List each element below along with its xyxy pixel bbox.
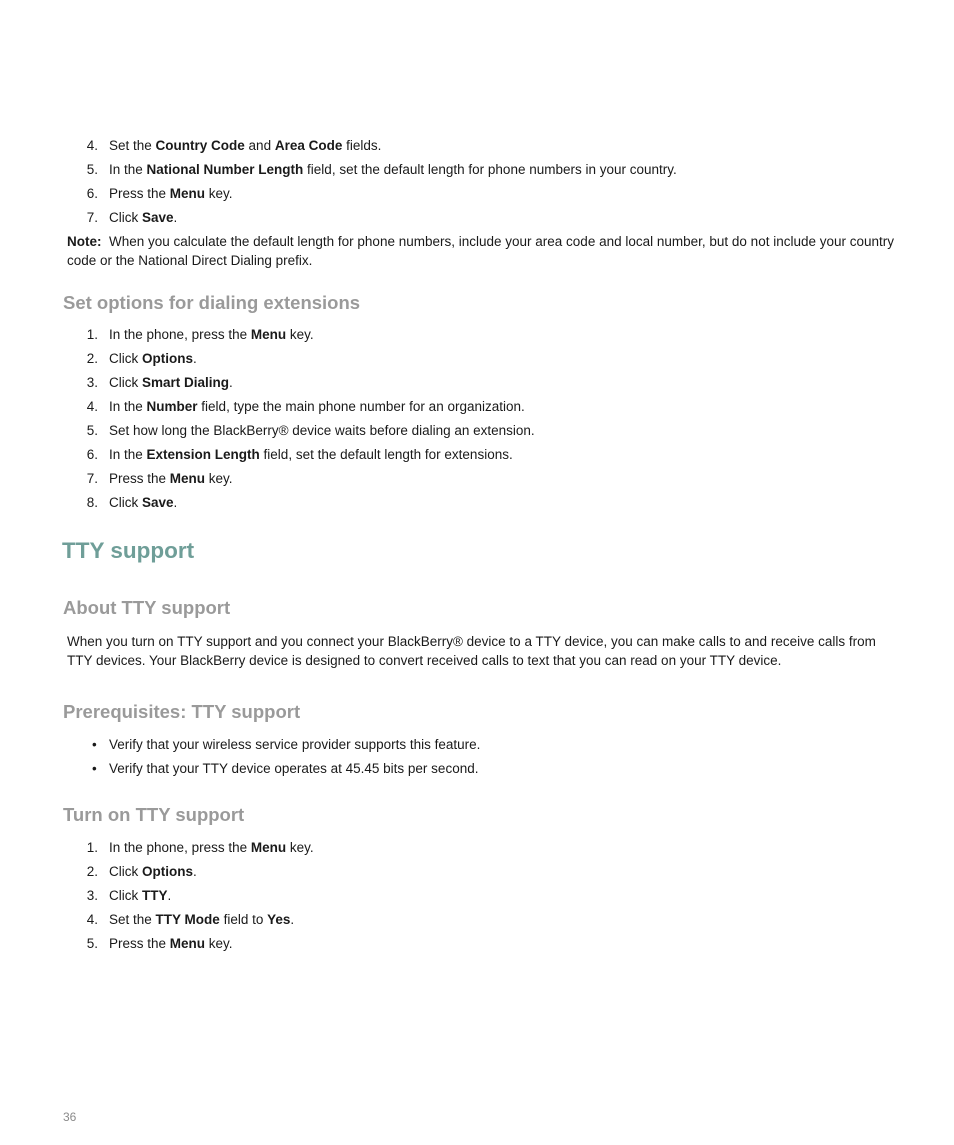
- step-number: 6.: [86, 186, 98, 201]
- step-text: In the phone, press the Menu key.: [109, 327, 314, 342]
- bullet-text: Verify that your TTY device operates at 45.45 bits per second.: [109, 761, 479, 776]
- step-text: Click Save.: [109, 210, 178, 225]
- step-number: 1.: [86, 327, 98, 342]
- step-number: 2.: [86, 351, 98, 366]
- page-number: 36: [63, 1110, 77, 1124]
- section-heading-prerequisites: Prerequisites: TTY support: [63, 701, 301, 722]
- section-heading-dialing-extensions: Set options for dialing extensions: [63, 292, 361, 313]
- step-number: 2.: [86, 864, 98, 879]
- step-number: 3.: [86, 888, 98, 903]
- step-number: 3.: [86, 375, 98, 390]
- step-number: 4.: [86, 912, 98, 927]
- section-heading-about-tty: About TTY support: [63, 597, 231, 618]
- step-text: Press the Menu key.: [109, 936, 233, 951]
- step-number: 5.: [86, 423, 98, 438]
- step-text: Press the Menu key.: [109, 186, 233, 201]
- step-number: 7.: [86, 471, 98, 486]
- step-text: Click TTY.: [109, 888, 172, 903]
- step-number: 7.: [86, 210, 98, 225]
- step-text: In the Extension Length field, set the default length for extensions.: [109, 447, 513, 462]
- step-number: 4.: [86, 138, 98, 153]
- step-number: 1.: [86, 840, 98, 855]
- step-text: Click Smart Dialing.: [109, 375, 233, 390]
- bullet-icon: •: [92, 737, 97, 752]
- step-text: Set how long the BlackBerry® device waits before dialing an extension.: [109, 423, 535, 438]
- step-text: In the Number field, type the main phone number for an organization.: [109, 399, 525, 414]
- step-number: 4.: [86, 399, 98, 414]
- step-text: Set the TTY Mode field to Yes.: [109, 912, 295, 927]
- step-text: Click Options.: [109, 864, 197, 879]
- step-number: 6.: [86, 447, 98, 462]
- bullet-text: Verify that your wireless service provider supports this feature.: [109, 737, 481, 752]
- note-label: Note:: [67, 234, 102, 249]
- step-text: Press the Menu key.: [109, 471, 233, 486]
- step-number: 5.: [86, 162, 98, 177]
- note-text: When you calculate the default length for phone numbers, include your area code and local number, but do not include your country code or the National Direct Dialing prefix.: [67, 234, 895, 268]
- step-text: In the National Number Length field, set the default length for phone numbers in your country.: [109, 162, 677, 177]
- bullet-icon: •: [92, 761, 97, 776]
- about-tty-paragraph: When you turn on TTY support and you connect your BlackBerry® device to a TTY device, you can make calls to and receive calls from TTY devices. Your BlackBerry device is designed to convert received calls to text that you can read on your TTY device.: [67, 634, 876, 668]
- step-text: In the phone, press the Menu key.: [109, 840, 314, 855]
- note-paragraph: [67, 232, 897, 270]
- page-title-tty-support: TTY support: [62, 538, 195, 563]
- step-text: Click Options.: [109, 351, 197, 366]
- step-text: Click Save.: [109, 495, 178, 510]
- step-text: Set the Country Code and Area Code fields.: [109, 138, 382, 153]
- section-heading-turn-on-tty: Turn on TTY support: [63, 804, 245, 825]
- step-number: 5.: [86, 936, 98, 951]
- step-number: 8.: [86, 495, 98, 510]
